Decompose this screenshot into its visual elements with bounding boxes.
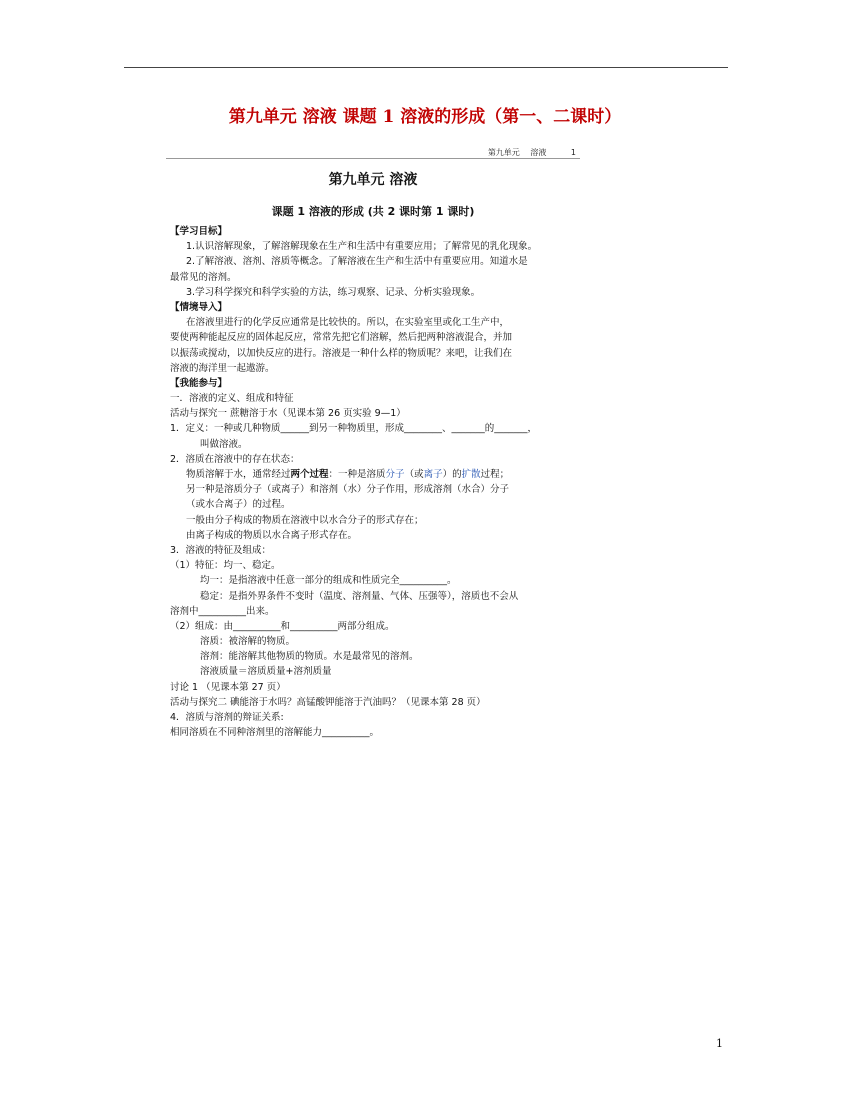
goal-3: 3.学习科学探究和科学实验的方法，练习观察、记录、分析实验现象。 [186, 286, 481, 298]
goal-2: 2.了解溶液、溶剂、溶质等概念。了解溶液在生产和生活中有重要应用。知道水是 [186, 256, 528, 268]
header-rule [124, 67, 728, 68]
activity-1: 活动与探究一 蔗糖溶于水（见课本第 26 页实验 9—1） [170, 408, 406, 420]
text-run-highlight: 离子 [423, 469, 443, 480]
item-4-line: 相同溶质在不同种溶剂里的溶解能力__________。 [170, 727, 380, 739]
definition-line: 1．定义：一种或几种物质______到另一种物质里，形成________、_______的_______， [170, 423, 538, 435]
text-run: 过程； [480, 469, 510, 480]
scan-header-topic: 溶液 [530, 148, 547, 157]
document-title: 第九单元 溶液 课题 1 溶液的形成（第一、二课时） [228, 107, 622, 127]
mass-formula-line: 溶液质量＝溶质质量+溶剂质量 [200, 666, 332, 678]
text-run: ）的 [442, 469, 462, 480]
definition-cont: 叫做溶液。 [200, 438, 248, 450]
intro-line-1: 在溶液里进行的化学反应通常是比较快的。所以，在实验室里或化工生产中， [186, 317, 510, 329]
uniform-line: 均一：是指溶液中任意一部分的组成和性质完全__________。 [200, 575, 457, 587]
scanned-page-image [166, 144, 590, 774]
solute-line: 溶质：被溶解的物质。 [200, 636, 296, 648]
text-run: （或 [404, 469, 424, 480]
goal-2-cont: 最常见的溶剂。 [170, 271, 237, 283]
text-run-highlight: 分子 [385, 469, 405, 480]
scan-header-unit: 第九单元 [487, 148, 520, 157]
molecule-form-line: 一般由分子构成的物质在溶液中以水合分子的形式存在； [186, 514, 424, 526]
intro-line-3: 以振荡或搅动，以加快反应的进行。溶液是一种什么样的物质呢？来吧，让我们在 [170, 347, 513, 359]
solvent-line: 溶剂：能溶解其他物质的物质。水是最常见的溶剂。 [200, 651, 419, 663]
intro-line-2: 要使两种能起反应的固体起反应，常常先把它们溶解，然后把两种溶液混合，并加 [170, 332, 513, 344]
dissolve-process-line-3: （或水合离子）的过程。 [186, 499, 291, 511]
section-heading-participate: 【我能参与】 [170, 377, 228, 389]
dissolve-process-line-2: 另一种是溶质分子（或离子）和溶剂（水）分子作用，形成溶剂（水合）分子 [186, 484, 510, 496]
dissolve-process-line [170, 467, 580, 482]
item-3-heading: 3．溶液的特征及组成： [170, 544, 272, 556]
section-heading-intro: 【情境导入】 [170, 301, 228, 313]
lesson-body [170, 224, 580, 740]
stable-line: 稳定：是指外界条件不变时（温度、溶剂量、气体、压强等），溶质也不会从 [200, 590, 519, 602]
text-run: 物质溶解于水，通常经过 [186, 469, 291, 480]
feature-line: （1）特征：均一、稳定。 [170, 560, 281, 572]
discussion-line: 讨论 1 （见课本第 27 页） [170, 681, 286, 693]
item-2-heading: 2．溶质在溶液中的存在状态： [170, 453, 300, 465]
text-run-bold: 两个过程 [290, 469, 329, 480]
goal-1: 1.认识溶解现象，了解溶解现象在生产和生活中有重要应用；了解常见的乳化现象。 [186, 241, 538, 253]
item-4-heading: 4．溶质与溶剂的辩证关系: [170, 712, 284, 723]
activity-2: 活动与探究二 碘能溶于水吗？高锰酸钾能溶于汽油吗？（见课本第 28 页） [170, 696, 486, 708]
unit-title: 第九单元 溶液 [328, 172, 418, 188]
text-run-highlight: 扩散 [461, 469, 481, 480]
scan-header-page: 1 [570, 148, 576, 157]
lesson-title: 课题 1 溶液的形成 (共 2 课时第 1 课时) [271, 205, 475, 218]
scan-running-header [480, 147, 576, 158]
ion-form-line: 由离子构成的物质以水合离子形式存在。 [186, 529, 358, 541]
subsection-1: 一．溶液的定义、组成和特征 [170, 393, 294, 405]
stable-line-cont: 溶剂中__________出来。 [170, 605, 275, 617]
intro-line-4: 溶液的海洋里一起遨游。 [170, 362, 275, 374]
scan-header-rule [166, 158, 580, 159]
text-run: ：一种是溶质 [328, 469, 386, 480]
page-number: 1 [716, 1037, 723, 1050]
composition-line: （2）组成：由__________和__________两部分组成。 [170, 620, 395, 632]
section-heading-goals: 【学习目标】 [170, 226, 228, 237]
